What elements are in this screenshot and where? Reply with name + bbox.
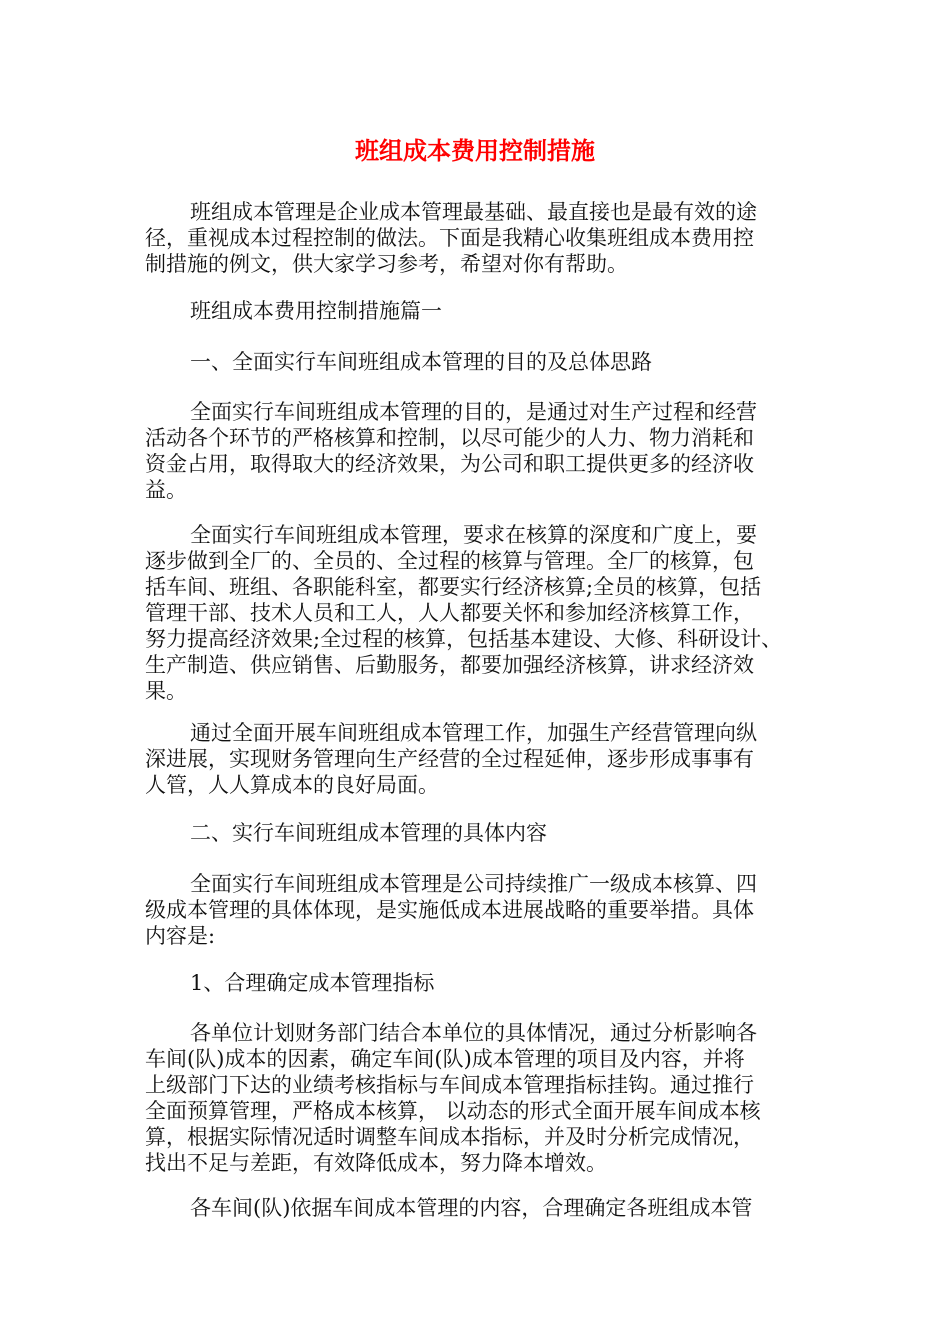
paragraph-line: 全面预算管理，严格成本核算， 以动态的形式全面开展车间成本核 <box>145 1099 761 1123</box>
paragraph-line: 全面实行车间班组成本管理，要求在核算的深度和广度上，要 <box>190 523 757 547</box>
paragraph-line: 果。 <box>145 679 187 703</box>
paragraph-line: 资金占用，取得取大的经济效果，为公司和职工提供更多的经济收 <box>145 452 754 476</box>
paragraph-4 <box>145 871 825 949</box>
paragraph-line: 逐步做到全厂的、全员的、全过程的核算与管理。全厂的核算，包 <box>145 549 754 573</box>
paragraph-line: 活动各个环节的严格核算和控制，以尽可能少的人力、物力消耗和 <box>145 426 754 450</box>
paragraph-line: 各单位计划财务部门结合本单位的具体情况，通过分析影响各 <box>190 1021 757 1045</box>
paragraph-line: 深进展，实现财务管理向生产经营的全过程延伸，逐步形成事事有 <box>145 747 754 771</box>
paragraph-line: 益。 <box>145 478 187 502</box>
intro-paragraph <box>145 199 825 277</box>
paragraph-line: 车间(队)成本的因素，确定车间(队)成本管理的项目及内容，并将 <box>145 1047 745 1071</box>
document-title: 班组成本费用控制措施 <box>355 137 595 165</box>
paragraph-1 <box>145 399 825 503</box>
paragraph-line: 级成本管理的具体体现，是实施低成本进展战略的重要举措。具体 <box>145 898 754 922</box>
paragraph-line: 管理干部、技术人员和工人，人人都要关怀和参加经济核算工作， <box>145 601 754 625</box>
paragraph-3 <box>145 720 825 798</box>
paragraph-line: 算，根据实际情况适时调整车间成本指标，并及时分析完成情况， <box>145 1125 754 1149</box>
intro-line: 班组成本管理是企业成本管理最基础、最直接也是最有效的途 <box>190 200 757 224</box>
heading-3: 1、合理确定成本管理指标 <box>190 971 435 995</box>
paragraph-2 <box>145 522 825 704</box>
heading-2: 二、实行车间班组成本管理的具体内容 <box>190 821 547 845</box>
paragraph-line: 找出不足与差距，有效降低成本，努力降本增效。 <box>145 1151 607 1175</box>
paragraph-6 <box>145 1195 825 1221</box>
intro-line: 径，重视成本过程控制的做法。下面是我精心收集班组成本费用控 <box>145 226 754 250</box>
paragraph-line: 努力提高经济效果;全过程的核算，包括基本建设、大修、科研设计、 <box>145 627 783 651</box>
paragraph-line: 通过全面开展车间班组成本管理工作，加强生产经营管理向纵 <box>190 721 757 745</box>
intro-line: 制措施的例文，供大家学习参考，希望对你有帮助。 <box>145 252 628 276</box>
paragraph-line: 上级部门下达的业绩考核指标与车间成本管理指标挂钩。通过推行 <box>145 1073 754 1097</box>
section-title: 班组成本费用控制措施篇一 <box>190 299 442 323</box>
paragraph-line: 全面实行车间班组成本管理的目的，是通过对生产过程和经营 <box>190 400 757 424</box>
heading-1: 一、全面实行车间班组成本管理的目的及总体思路 <box>190 350 652 374</box>
paragraph-5 <box>145 1020 825 1176</box>
paragraph-line: 各车间(队)依据车间成本管理的内容，合理确定各班组成本管 <box>190 1196 753 1220</box>
paragraph-line: 人管，人人算成本的良好局面。 <box>145 773 439 797</box>
paragraph-line: 括车间、班组、各职能科室，都要实行经济核算;全员的核算，包括 <box>145 575 762 599</box>
paragraph-line: 全面实行车间班组成本管理是公司持续推广一级成本核算、四 <box>190 872 757 896</box>
paragraph-line: 内容是: <box>145 924 216 948</box>
paragraph-line: 生产制造、供应销售、后勤服务，都要加强经济核算，讲求经济效 <box>145 653 754 677</box>
